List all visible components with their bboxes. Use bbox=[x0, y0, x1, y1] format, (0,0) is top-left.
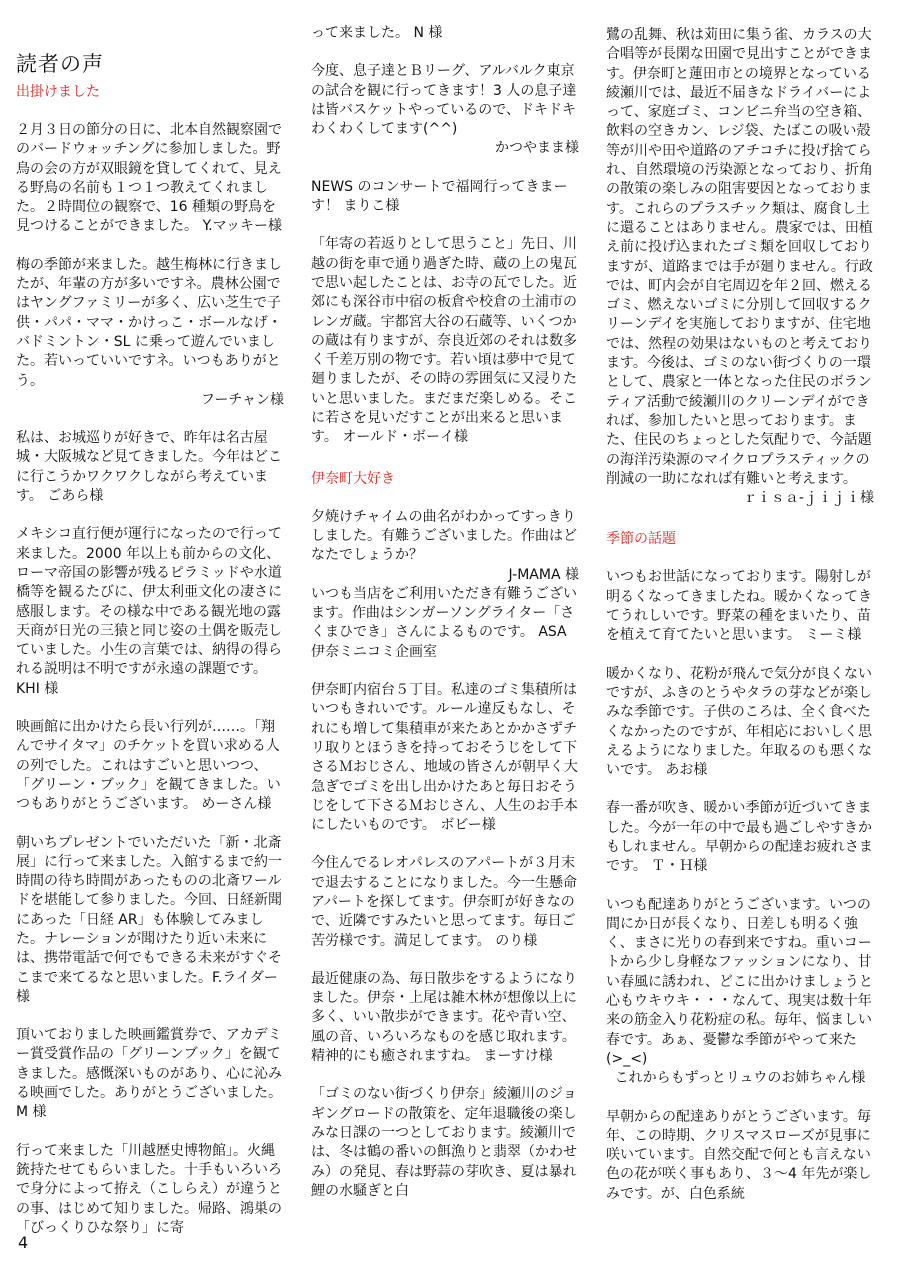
letter: 暖かくなり、花粉が飛んで気分が良くないですが、ふきのとうやタラの芽などが楽しみな季節です。子供のころは、全く食べたくなかったのですが、年相応においしく思えるようになりました。年取るのも悪くないです。 あお様 bbox=[606, 665, 872, 779]
section-heading-love-ina: 伊奈町大好き bbox=[311, 470, 395, 487]
page-title: 読者の声 bbox=[16, 52, 104, 76]
column-3 bbox=[606, 0, 874, 1204]
letter-continued: って来ました。 N 様 bbox=[311, 25, 443, 41]
letter-reply: いつも当店をご利用いただき有難うございます。作曲はシンガーソングライター「さくまひでき」さんによるものです。 ASA 伊奈ミニコミ企画室 bbox=[311, 585, 577, 660]
page-number: 4 bbox=[18, 1233, 29, 1252]
letter: 行って来ました「川越歴史博物館」。火縄銃持たせてもらいました。十手もいろいろで身分によって拵え（こしらえ）が違うとの事、はじめて知りました。帰路、鴻巣の「びっくりひな祭り」に寄 bbox=[16, 1142, 282, 1236]
letter: 今住んでるレオパレスのアパートが３月末で退去することになりました。今一生懸命アパートを探してます。伊奈町が好きなので、近隣ですみたいと思ってます。毎日ご苦労様です。満足してます。 のり様 bbox=[311, 855, 577, 949]
letter: 春一番が吹き、暖かい季節が近づいてきました。今が一年の中で最も過ごしやすきかもしれません。早朝からの配達お疲れさまです。 Ｔ・Ｈ様 bbox=[606, 800, 873, 875]
signature: かつやまま様 bbox=[495, 140, 579, 157]
letter: いつもお世話になっております。陽射しが明るくなってきましたね。暖かくなってきてうれしいです。野菜の種をまいたり、苗を植えて育てたいと思います。 ミーミ様 bbox=[606, 569, 872, 644]
signature: ｒｉｓａ-ｊｉｊｉ様 bbox=[742, 490, 874, 507]
column-2 bbox=[311, 0, 579, 1201]
section-heading-seasonal: 季節の話題 bbox=[606, 531, 676, 548]
signature: フーチャン様 bbox=[200, 391, 284, 408]
column-1 bbox=[16, 0, 284, 1238]
letter: 夕焼けチャイムの曲名がわかってすっきりしました。有難うございました。作曲はどなたでしょうか？ J-MAMA 様 bbox=[311, 508, 579, 585]
letter: 梅の季節が来ました。越生梅林に行きましたが、年輩の方が多いですネ。農林公園ではヤングファミリーが多く、広い芝生で子供・パパ・ママ・かけっこ・ボールなげ・バドミントン・SL に乗って遊んでいました。若いっていいですネ。いつもありがとう。 フーチャン様 bbox=[16, 256, 284, 410]
letter: 頂いておりました映画鑑賞券で、アカデミー賞受賞作品の「グリーンブック」を観てきました。感慨深いものがあり、心に沁みる映画でした。ありがとうございました。 M 様 bbox=[16, 1027, 282, 1121]
letter: 「ゴミのない街づくり伊奈」綾瀬川のジョギングロードの散策を、定年退職後の楽しみな日課の一つとしております。綾瀬川では、冬は鶴の番いの餌漁りと翡翠（かわせみ）の発見、春は野蒜の芽吹き、夏は暴れ鯉の水騒ぎと白 bbox=[311, 1086, 577, 1199]
letter: 最近健康の為、毎日散歩をするようになりました。伊奈・上尾は雑木林が想像以上に多く、いい散歩ができます。花や青い空、風の音、いろいろなものを感じ取れます。精神的にも癒されますね。 まーすけ様 bbox=[311, 970, 577, 1065]
letter: 今度、息子達とＢリーグ、アルバルク東京の試合を観に行ってきます！3 人の息子達は皆バスケットやっているので、ドキドキわくわくしてます(^^) かつやまま様 bbox=[311, 62, 579, 158]
signature: J-MAMA 様 bbox=[508, 566, 579, 583]
letter-continued: 鷺の乱舞、秋は苅田に集う雀、カラスの大合唱等が長閑な田園で見出すことができます。伊奈町と蓮田市との境界となっている綾瀬川では、最近不届きなドライバーによって、家庭ゴミ、コンビニ弁当の空き箱、飲料の空きカン、レジ袋、たばこの吸い殻等が川や田や道路のアチコチに投げ捨てられ、自然環境の汚染源となっており、折角の散策の楽しみの阻害要因となっております。これらのプラスチック類は、腐食し土に還ることはありません。農家では、田植え前に投げ込まれたゴミ類を回収しておりますが、道路までは手が廻りません。行政では、町内会が自宅周辺を年２回、燃えるゴミ、燃えないゴミに分別して回収するクリーンデイを実施しておりますが、住宅地では、然程の効果はないものと考えております。今後は、ゴミのない街づくりの一環として、農家と一体となった住民のボランティア活動で綾瀬川のクリーンデイができれば、参加したいと思っております。また、住民のちょっとした気配りで、今話題の海洋汚染源のマイクロプラスティックの削減の一助になれば有難いと考えます。 ｒｉｓａ-ｊｉｊｉ様 bbox=[606, 26, 874, 508]
letter: NEWS のコンサートで福岡行ってきまーす！ まりこ様 bbox=[311, 178, 568, 215]
section-heading-going-out: 出掛けました bbox=[16, 84, 100, 100]
letter: 「年寄の若返りとして思うこと」先日、川越の街を車で通り過ぎた時、蔵の上の鬼瓦で思い起したことは、お寺の瓦でした。近郊にも深谷市中宿の板倉や校倉の土浦市のレンガ蔵。宇都宮大谷の石蔵等、いくつかの蔵は有りますが、奈良近郊のそれは数多く千差万別の物です。若い頃は夢中で見て廻りましたが、その時の雰囲気に又浸りたいと思いました。まだまだ楽しめる。そこに若さを見いだすことが出来ると思います。 オールド・ボーイ様 bbox=[311, 236, 577, 446]
letter: 映画館に出かけたら長い行列が……。「翔んでサイタマ」のチケットを買い求める人の列でした。これはすごいと思いつつ、「グリーン・ブック」を観てきました。いつもありがとうございます。 めーさん様 bbox=[16, 719, 281, 813]
letter: ２月３日の節分の日に、北本自然観察園でのバードウォッチングに参加しました。野鳥の会の方が双眼鏡を貸してくれて、見える野鳥の名前も１つ１つ教えてくれました。２時間位の観察で、16 種類の野鳥を見つけることができました。 Y.マッキー様 bbox=[16, 122, 283, 235]
signature: これからもずっとリュウのお姉ちゃん様 bbox=[614, 1070, 866, 1087]
letter: メキシコ直行便が運行になったので行って来ました。2000 年以上も前からの文化、ローマ帝国の影響が残るピラミッドや水道橋等を観るたびに、伊太利亜文化の凄さに感服します。その様な中である観光地の露天商が日光の三猿と同じ姿の土偶を販売していました。小生の言葉では、納得の得られる説明は不明ですが永遠の課題です。KHI 様 bbox=[16, 526, 282, 697]
letter: 伊奈町内宿台５丁目。私達のゴミ集積所はいつもきれいです。ルール違反もなし、それにも増して集積車が来たあとかかさずチリ取りとほうきを持っておそうじをして下さるＭおじさん、地域の皆さんが朝早く大急ぎでゴミを出し出かけたあと毎日おそうじをして下さるＭおじさん、人生のお手本にしたいものです。 ボビー様 bbox=[311, 682, 578, 834]
letter: いつも配達ありがとうございます。いつの間にか日が長くなり、日差しも明るく強く、まさに光りの春到来ですね。重いコートから少し身軽なファッションになり、甘い春風に誘われ、どこに出かけましょうと心もウキウキ・・・なんて、現実は数十年来の筋金入り花粉症の私。毎年、悩ましい春です。あぁ、憂鬱な季節がやって来た(>_<) これからもずっとリュウのお姉ちゃん様 bbox=[606, 896, 874, 1089]
letter: 朝いちプレゼントでいただいた「新・北斎展」に行って来ました。入館するまで約一時間の待ち時間があったものの北斎ワールドを堪能して参りました。今回、日経新聞にあった「日経 AR」も体験してみました。ナレーションが聞けたり近い未来には、携帯電話で何でもできる未来がすぐそこまで来てるなと思いました。F.ライダー様 bbox=[16, 834, 282, 1005]
letter: 早朝からの配達ありがとうございます。毎年、この時期、クリスマスローズが見事に咲いています。自然交配で何とも言えない色の花が咲く事もあり、３〜4 年先が楽しみです。が、白色系統 bbox=[606, 1108, 872, 1202]
letter: 私は、お城巡りが好きで、昨年は名古屋城・大阪城など見てきました。今年はどこに行こうかワクワクしながら考えています。 ごあら様 bbox=[16, 430, 282, 505]
